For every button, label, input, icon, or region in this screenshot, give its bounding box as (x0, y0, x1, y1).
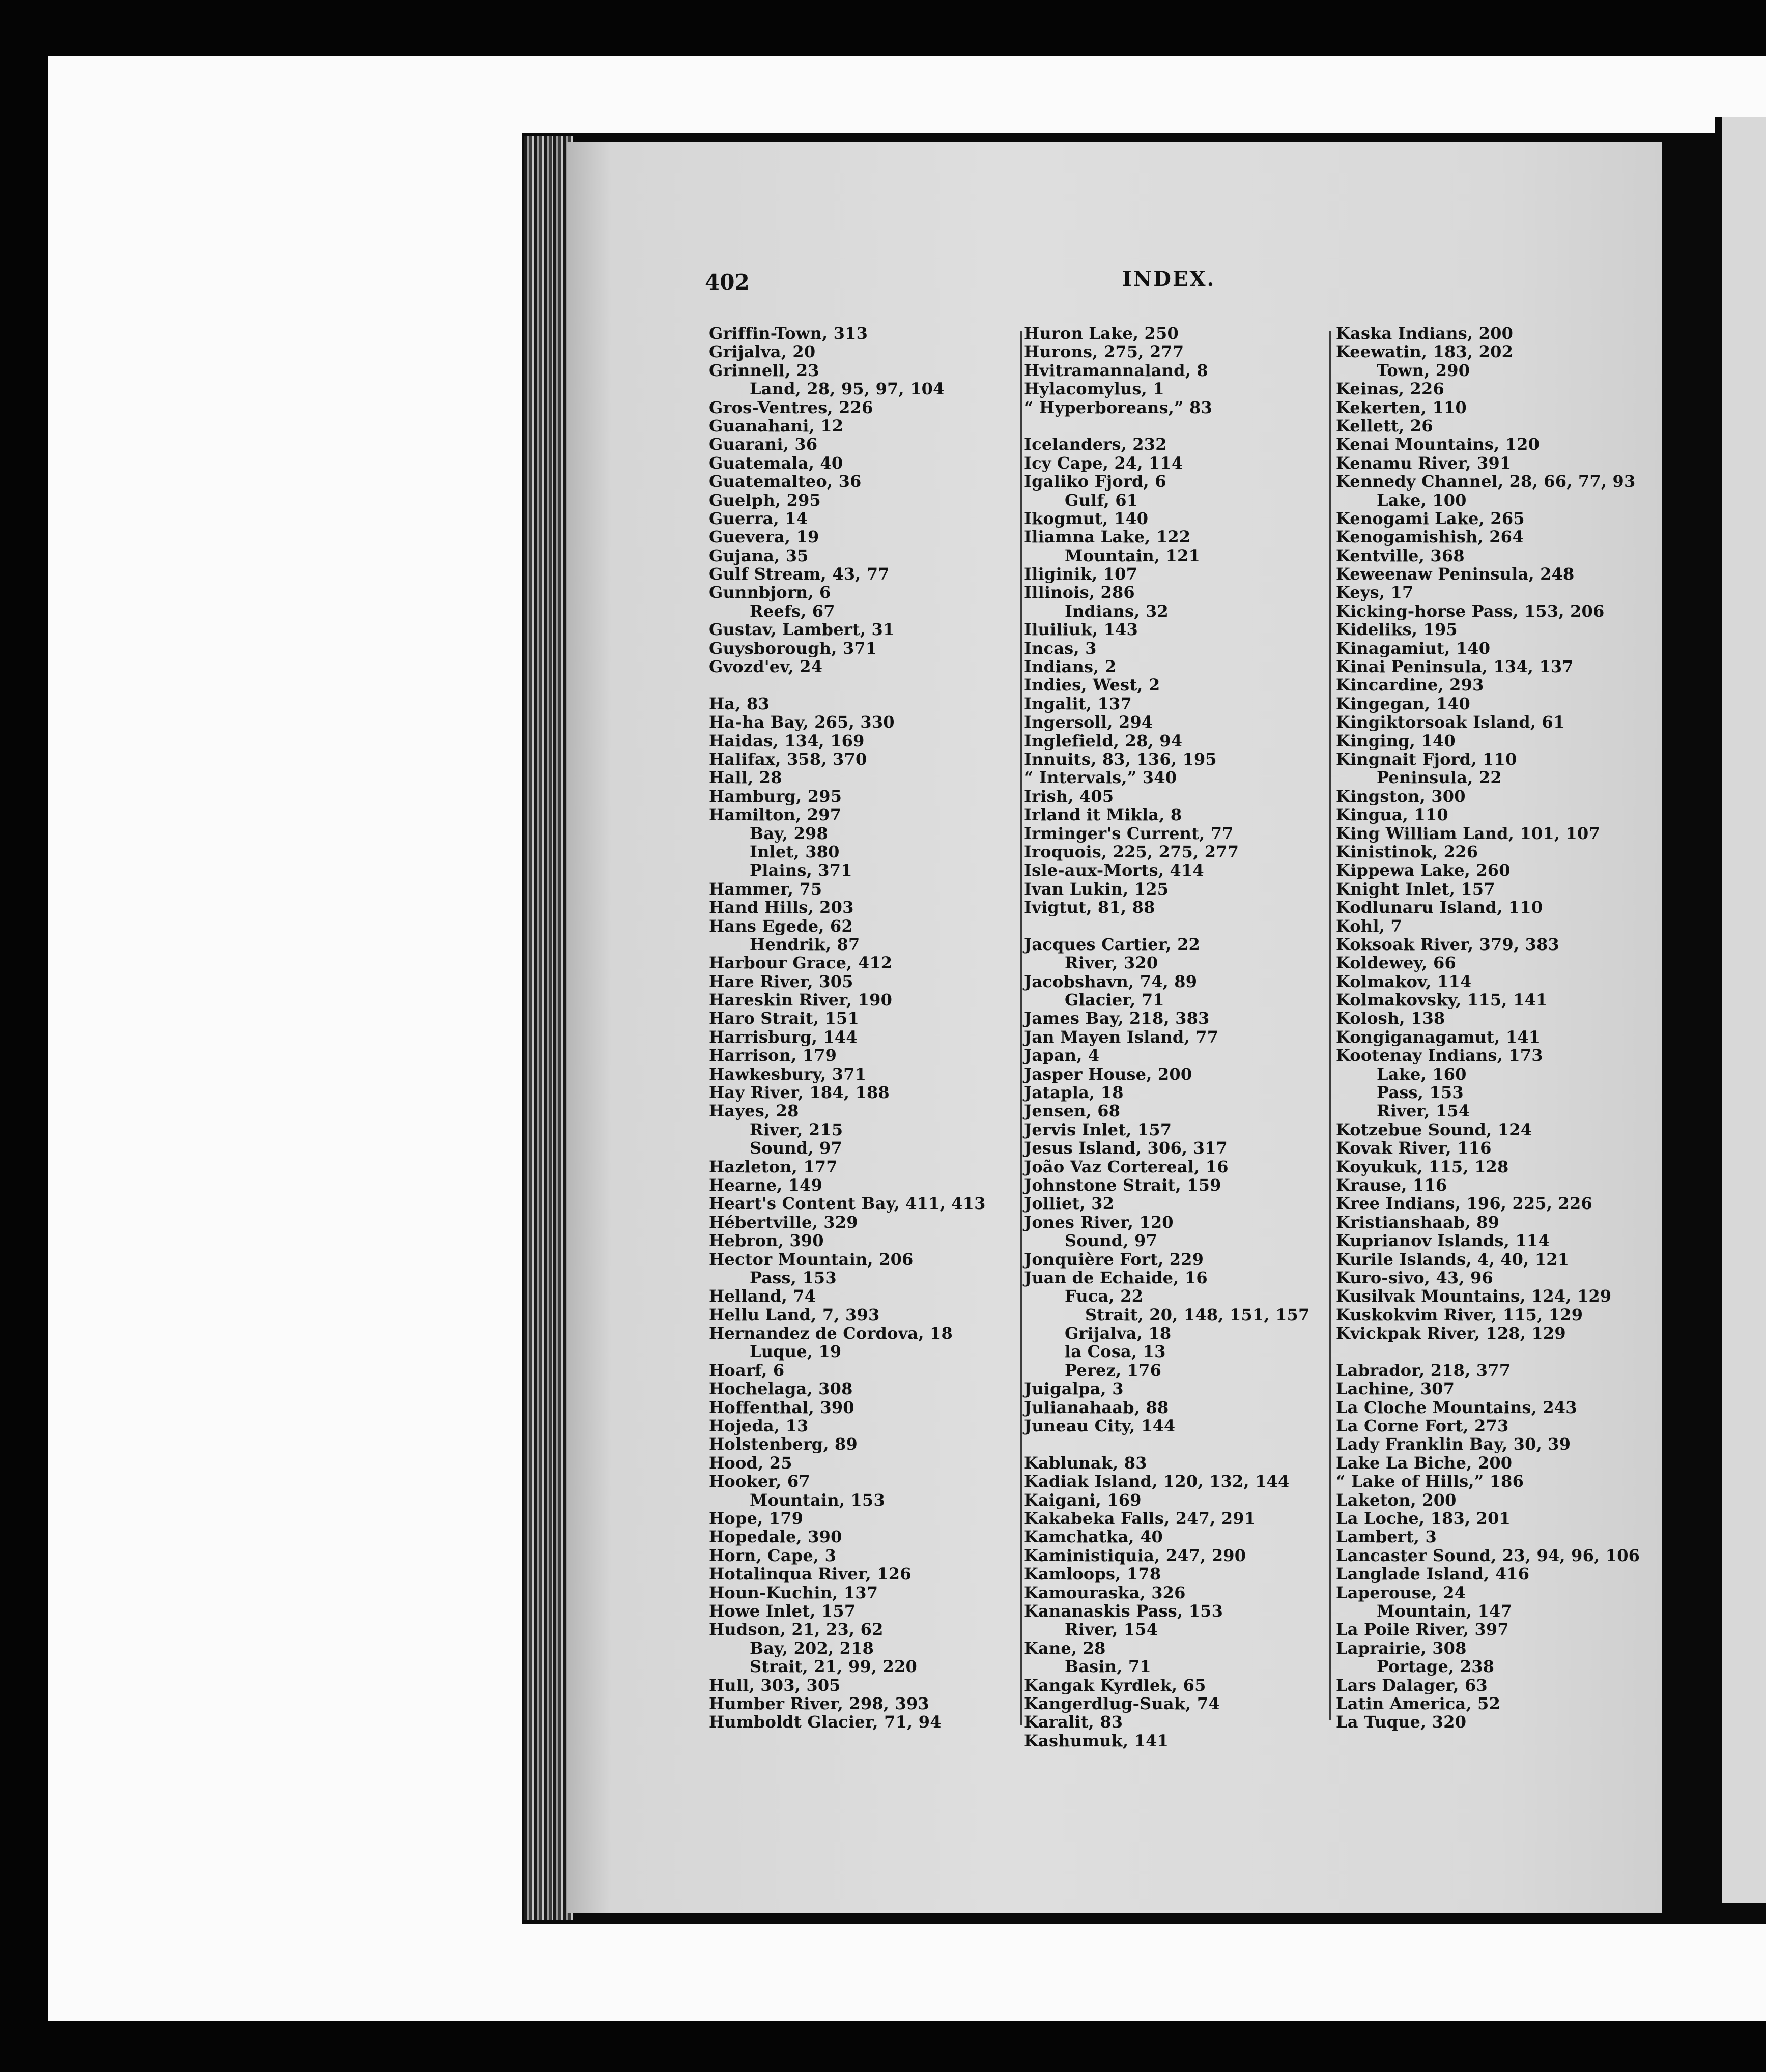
index-entry: Inglefield, 28, 94 (1024, 731, 1183, 751)
index-entry: Hudson, 21, 23, 62 (709, 1620, 884, 1639)
index-spacer (1024, 417, 1309, 435)
index-entry: Igaliko Fjord, 6 (1024, 472, 1166, 492)
index-entry: Hamilton, 297 (709, 805, 842, 825)
index-entry: Kingegan, 140 (1336, 694, 1471, 713)
index-entry: Hylacomylus, 1 (1024, 379, 1164, 399)
index-entry: Gvozd'ev, 24 (709, 657, 823, 677)
index-subentry: Strait, 20, 148, 151, 157 (1085, 1305, 1310, 1325)
index-entry: Keinas, 226 (1336, 379, 1444, 399)
index-entry: Kaska Indians, 200 (1336, 324, 1514, 343)
index-entry: Kenamu River, 391 (1336, 453, 1512, 473)
index-entry: Labrador, 218, 377 (1336, 1360, 1511, 1380)
index-entry: Laprairie, 308 (1336, 1638, 1467, 1658)
index-entry: Lars Dalager, 63 (1336, 1675, 1488, 1695)
index-entry: Lady Franklin Bay, 30, 39 (1336, 1434, 1571, 1454)
index-entry: Hernandez de Cordova, 18 (709, 1323, 953, 1343)
index-entry: La Poile River, 397 (1336, 1620, 1509, 1639)
index-entry: Kingnait Fjord, 110 (1336, 749, 1517, 769)
index-entry: Guatemalteo, 36 (709, 472, 862, 492)
index-entry: Humber River, 298, 393 (709, 1693, 929, 1713)
index-entry: Kodlunaru Island, 110 (1336, 898, 1543, 917)
index-column-1 (709, 324, 986, 1732)
index-entry: João Vaz Cortereal, 16 (1024, 1157, 1229, 1176)
index-entry: Latin America, 52 (1336, 1693, 1501, 1713)
index-column-3 (1336, 324, 1640, 1732)
index-entry: Jervis Inlet, 157 (1024, 1119, 1172, 1139)
scan-border-top (0, 0, 1766, 56)
index-entry: Holstenberg, 89 (709, 1434, 858, 1454)
index-subentry: Sound, 97 (750, 1138, 842, 1158)
index-entry: Knight Inlet, 157 (1336, 879, 1495, 899)
scan-border-bottom (0, 2021, 1766, 2072)
index-entry: Grinnell, 23 (709, 360, 819, 380)
index-entry: Jensen, 68 (1024, 1101, 1121, 1121)
index-entry: Hammer, 75 (709, 879, 822, 899)
index-entry: Guarani, 36 (709, 435, 818, 454)
index-entry: Kananaskis Pass, 153 (1024, 1601, 1223, 1621)
index-entry: Hooker, 67 (709, 1472, 810, 1491)
index-entry: Kinistinok, 226 (1336, 842, 1478, 861)
index-subentry: River, 154 (1377, 1101, 1470, 1121)
index-entry: Hareskin River, 190 (709, 990, 893, 1010)
index-subentry: River, 154 (1065, 1620, 1158, 1639)
index-entry: Gunnbjorn, 6 (709, 583, 831, 602)
index-entry: Kamouraska, 326 (1024, 1582, 1186, 1602)
index-entry: Langlade Island, 416 (1336, 1564, 1530, 1584)
index-entry: Kaministiquia, 247, 290 (1024, 1545, 1246, 1565)
index-entry: Krause, 116 (1336, 1175, 1447, 1195)
index-entry: Harrison, 179 (709, 1046, 837, 1066)
index-entry: La Loche, 183, 201 (1336, 1509, 1511, 1528)
index-entry: Kamchatka, 40 (1024, 1527, 1163, 1547)
index-entry: Kuskokvim River, 115, 129 (1336, 1305, 1583, 1325)
index-entry: Hochelaga, 308 (709, 1379, 853, 1399)
index-entry: Kootenay Indians, 173 (1336, 1046, 1543, 1066)
index-entry: Kongiganagamut, 141 (1336, 1027, 1541, 1047)
index-entry: Huron Lake, 250 (1024, 324, 1179, 343)
index-entry: Indies, West, 2 (1024, 675, 1160, 695)
index-entry: La Corne Fort, 273 (1336, 1416, 1509, 1436)
index-entry: Hellu Land, 7, 393 (709, 1305, 880, 1325)
index-entry: Hayes, 28 (709, 1101, 799, 1121)
index-subentry: Mountain, 153 (750, 1490, 885, 1510)
index-entry: Gros-Ventres, 226 (709, 397, 873, 417)
index-subentry: Strait, 21, 99, 220 (750, 1657, 917, 1677)
index-entry: Kingua, 110 (1336, 805, 1448, 825)
index-entry: Kincardine, 293 (1336, 675, 1484, 695)
index-entry: Kangerdlug-Suak, 74 (1024, 1693, 1220, 1713)
index-column-2 (1024, 324, 1309, 1750)
index-entry: Kinging, 140 (1336, 731, 1456, 751)
index-entry: Icy Cape, 24, 114 (1024, 453, 1183, 473)
index-entry: Kentville, 368 (1336, 545, 1465, 565)
index-entry: Isle-aux-Morts, 414 (1024, 860, 1204, 880)
index-entry: Irish, 405 (1024, 786, 1114, 806)
index-entry: Kenai Mountains, 120 (1336, 435, 1540, 454)
index-entry: Jan Mayen Island, 77 (1024, 1027, 1219, 1047)
index-entry: Kuro-sivo, 43, 96 (1336, 1268, 1493, 1287)
index-entry: Guerra, 14 (709, 508, 808, 528)
index-subentry: Portage, 238 (1377, 1657, 1495, 1677)
index-entry: Jasper House, 200 (1024, 1064, 1192, 1084)
index-entry: Iliamna Lake, 122 (1024, 527, 1191, 547)
index-entry: Kippewa Lake, 260 (1336, 860, 1511, 880)
index-entry: Kolmakovsky, 115, 141 (1336, 990, 1548, 1010)
index-entry: Hurons, 275, 277 (1024, 342, 1184, 362)
index-subentry: Peninsula, 22 (1377, 768, 1502, 788)
index-subentry: Glacier, 71 (1065, 990, 1164, 1010)
index-entry: Kolmakov, 114 (1336, 971, 1472, 991)
index-entry: Houn-Kuchin, 137 (709, 1582, 878, 1602)
index-entry: Kaigani, 169 (1024, 1490, 1142, 1510)
index-spacer (1024, 1435, 1309, 1453)
index-entry: Kohl, 7 (1336, 916, 1402, 936)
index-entry: Laperouse, 24 (1336, 1582, 1466, 1602)
index-entry: Kenogami Lake, 265 (1336, 508, 1525, 528)
index-entry: King William Land, 101, 107 (1336, 823, 1600, 843)
index-entry: Hopedale, 390 (709, 1527, 842, 1547)
index-entry: Kurile Islands, 4, 40, 121 (1336, 1249, 1570, 1269)
facing-page-edge (1715, 117, 1766, 1903)
index-entry: Hvitramannaland, 8 (1024, 360, 1208, 380)
index-subentry: River, 215 (750, 1119, 843, 1139)
index-entry: Keys, 17 (1336, 583, 1414, 602)
index-subentry: Gulf, 61 (1065, 490, 1138, 510)
index-entry: Kinai Peninsula, 134, 137 (1336, 657, 1574, 677)
index-entry: Haidas, 134, 169 (709, 731, 865, 751)
index-subentry: Pass, 153 (750, 1268, 837, 1287)
index-subentry: Town, 290 (1377, 360, 1470, 380)
index-entry: Kideliks, 195 (1336, 620, 1458, 640)
index-subentry: Mountain, 147 (1377, 1601, 1512, 1621)
index-entry: Hazleton, 177 (709, 1157, 838, 1176)
index-entry: Lancaster Sound, 23, 94, 96, 106 (1336, 1545, 1640, 1565)
index-entry: Keweenaw Peninsula, 248 (1336, 564, 1575, 584)
index-entry: Icelanders, 232 (1024, 435, 1167, 454)
index-entry: Indians, 2 (1024, 657, 1117, 677)
index-entry: Kashumuk, 141 (1024, 1731, 1169, 1750)
index-subentry: Perez, 176 (1065, 1360, 1162, 1380)
index-entry: Kinagamiut, 140 (1336, 638, 1491, 658)
index-entry: Hotalinqua River, 126 (709, 1564, 912, 1584)
index-entry: Kablunak, 83 (1024, 1453, 1147, 1473)
index-spacer (709, 676, 986, 694)
index-entry: La Tuque, 320 (1336, 1712, 1467, 1732)
index-entry: La Cloche Mountains, 243 (1336, 1397, 1577, 1417)
index-entry: Ha-ha Bay, 265, 330 (709, 712, 895, 732)
index-entry: Iliginik, 107 (1024, 564, 1138, 584)
index-entry: Kolosh, 138 (1336, 1009, 1445, 1028)
index-subentry: Hendrik, 87 (750, 934, 860, 954)
index-entry: Guanahani, 12 (709, 416, 844, 436)
index-entry: Griffin-Town, 313 (709, 324, 868, 343)
index-subentry: Luque, 19 (750, 1342, 842, 1362)
index-subentry: Basin, 71 (1065, 1657, 1151, 1677)
index-subentry: Bay, 298 (750, 823, 828, 843)
index-subentry: River, 320 (1065, 953, 1158, 973)
index-entry: Koyukuk, 115, 128 (1336, 1157, 1509, 1176)
index-entry: Jolliet, 32 (1024, 1194, 1115, 1214)
index-entry: Kane, 28 (1024, 1638, 1106, 1658)
index-entry: Haro Strait, 151 (709, 1009, 860, 1028)
index-entry: Lambert, 3 (1336, 1527, 1437, 1547)
index-entry: Harbour Grace, 412 (709, 953, 893, 973)
index-entry: Ingalit, 137 (1024, 694, 1132, 713)
index-entry: Jones River, 120 (1024, 1212, 1174, 1232)
index-entry: Ikogmut, 140 (1024, 508, 1149, 528)
index-entry: Hojeda, 13 (709, 1416, 809, 1436)
index-entry: Hamburg, 295 (709, 786, 842, 806)
index-entry: Hector Mountain, 206 (709, 1249, 914, 1269)
index-entry: Irland it Mikla, 8 (1024, 805, 1182, 825)
index-entry: Japan, 4 (1024, 1046, 1100, 1066)
index-entry: Incas, 3 (1024, 638, 1097, 658)
index-entry: Innuits, 83, 136, 195 (1024, 749, 1217, 769)
index-entry: Horn, Cape, 3 (709, 1545, 837, 1565)
index-entry: James Bay, 218, 383 (1024, 1009, 1210, 1028)
index-entry: Keewatin, 183, 202 (1336, 342, 1514, 362)
index-entry: Jonquière Fort, 229 (1024, 1249, 1204, 1269)
index-entry: Karalit, 83 (1024, 1712, 1123, 1732)
index-entry: Juigalpa, 3 (1024, 1379, 1124, 1399)
index-entry: Koldewey, 66 (1336, 953, 1456, 973)
index-subentry: la Cosa, 13 (1065, 1342, 1166, 1362)
index-entry: Kingiktorsoak Island, 61 (1336, 712, 1565, 732)
index-entry: Kekerten, 110 (1336, 397, 1467, 417)
index-entry: Illinois, 286 (1024, 583, 1135, 602)
index-entry: Hébertville, 329 (709, 1212, 858, 1232)
index-entry: Hull, 303, 305 (709, 1675, 841, 1695)
index-entry: Kristianshaab, 89 (1336, 1212, 1500, 1232)
index-entry: Jacques Cartier, 22 (1024, 934, 1201, 954)
index-entry: Kenogamishish, 264 (1336, 527, 1524, 547)
index-entry: Julianahaab, 88 (1024, 1397, 1169, 1417)
index-spacer (1336, 1342, 1640, 1361)
column-rule (1020, 331, 1022, 1725)
index-entry: Kamloops, 178 (1024, 1564, 1161, 1584)
index-entry: Kadiak Island, 120, 132, 144 (1024, 1472, 1290, 1491)
index-entry: Kangak Kyrdlek, 65 (1024, 1675, 1206, 1695)
index-entry: Heart's Content Bay, 411, 413 (709, 1194, 986, 1214)
index-entry: Kvickpak River, 128, 129 (1336, 1323, 1566, 1343)
index-entry: Koksoak River, 379, 383 (1336, 934, 1560, 954)
index-entry: Hand Hills, 203 (709, 898, 854, 917)
index-entry: Kingston, 300 (1336, 786, 1466, 806)
index-entry: Harrisburg, 144 (709, 1027, 858, 1047)
page-title: INDEX. (1122, 267, 1216, 291)
index-entry: Gulf Stream, 43, 77 (709, 564, 890, 584)
index-subentry: Reefs, 67 (750, 601, 835, 621)
index-entry: Guelph, 295 (709, 490, 821, 510)
index-subentry: Lake, 100 (1377, 490, 1467, 510)
index-entry: Halifax, 358, 370 (709, 749, 867, 769)
index-entry: Johnstone Strait, 159 (1024, 1175, 1221, 1195)
index-entry: Hare River, 305 (709, 971, 853, 991)
index-entry: Hope, 179 (709, 1509, 804, 1528)
index-entry: Gujana, 35 (709, 545, 809, 565)
index-entry: Juan de Echaide, 16 (1024, 1268, 1208, 1287)
index-entry: Grijalva, 20 (709, 342, 816, 362)
index-entry: Iroquois, 225, 275, 277 (1024, 842, 1239, 861)
index-entry: Kuprianov Islands, 114 (1336, 1231, 1550, 1251)
index-entry: “ Hyperboreans,” 83 (1024, 397, 1212, 417)
index-entry: Kicking-horse Pass, 153, 206 (1336, 601, 1605, 621)
page-number: 402 (705, 270, 750, 295)
index-subentry: Bay, 202, 218 (750, 1638, 874, 1658)
index-spacer (1024, 917, 1309, 935)
index-entry: Ha, 83 (709, 694, 770, 713)
index-entry: Hoffenthal, 390 (709, 1397, 854, 1417)
index-entry: Hood, 25 (709, 1453, 792, 1473)
index-entry: Jacobshavn, 74, 89 (1024, 971, 1198, 991)
index-entry: Juneau City, 144 (1024, 1416, 1176, 1436)
index-entry: Jatapla, 18 (1024, 1083, 1124, 1103)
index-entry: Humboldt Glacier, 71, 94 (709, 1712, 942, 1732)
index-subentry: Inlet, 380 (750, 842, 840, 861)
index-entry: Lake La Biche, 200 (1336, 1453, 1513, 1473)
index-entry: Hay River, 184, 188 (709, 1083, 890, 1103)
index-subentry: Indians, 32 (1065, 601, 1169, 621)
index-entry: Kennedy Channel, 28, 66, 77, 93 (1336, 472, 1636, 492)
index-subentry: Mountain, 121 (1065, 545, 1200, 565)
index-entry: Ivan Lukin, 125 (1024, 879, 1169, 899)
index-entry: Laketon, 200 (1336, 1490, 1457, 1510)
index-entry: Kotzebue Sound, 124 (1336, 1119, 1532, 1139)
index-entry: Irminger's Current, 77 (1024, 823, 1234, 843)
index-entry: Guysborough, 371 (709, 638, 877, 658)
index-entry: “ Lake of Hills,” 186 (1336, 1472, 1524, 1491)
index-entry: Guevera, 19 (709, 527, 819, 547)
column-rule (1329, 331, 1331, 1720)
index-subentry: Lake, 160 (1377, 1064, 1467, 1084)
index-entry: Hebron, 390 (709, 1231, 824, 1251)
index-entry: Jesus Island, 306, 317 (1024, 1138, 1228, 1158)
index-entry: Hall, 28 (709, 768, 782, 788)
index-subentry: Fuca, 22 (1065, 1286, 1144, 1306)
index-entry: Lachine, 307 (1336, 1379, 1455, 1399)
index-entry: Kakabeka Falls, 247, 291 (1024, 1509, 1256, 1528)
index-entry: Hawkesbury, 371 (709, 1064, 867, 1084)
index-subentry: Sound, 97 (1065, 1231, 1157, 1251)
index-entry: Kellett, 26 (1336, 416, 1433, 436)
index-entry: Iluiliuk, 143 (1024, 620, 1138, 640)
index-entry: Hoarf, 6 (709, 1360, 785, 1380)
index-entry: Ivigtut, 81, 88 (1024, 898, 1155, 917)
index-entry: Guatemala, 40 (709, 453, 843, 473)
index-subentry: Pass, 153 (1377, 1083, 1464, 1103)
index-entry: Howe Inlet, 157 (709, 1601, 856, 1621)
index-entry: Kovak River, 116 (1336, 1138, 1492, 1158)
index-entry: Kusilvak Mountains, 124, 129 (1336, 1286, 1612, 1306)
index-entry: “ Intervals,” 340 (1024, 768, 1177, 788)
index-entry: Hans Egede, 62 (709, 916, 853, 936)
index-subentry: Land, 28, 95, 97, 104 (750, 379, 945, 399)
book-spine (524, 136, 573, 1920)
index-entry: Gustav, Lambert, 31 (709, 620, 895, 640)
index-entry: Kree Indians, 196, 225, 226 (1336, 1194, 1592, 1214)
index-subentry: Plains, 371 (750, 860, 852, 880)
index-subentry: Grijalva, 18 (1065, 1323, 1172, 1343)
index-entry: Ingersoll, 294 (1024, 712, 1153, 732)
index-entry: Helland, 74 (709, 1286, 816, 1306)
index-entry: Hearne, 149 (709, 1175, 823, 1195)
scan-border-left (0, 0, 48, 2072)
